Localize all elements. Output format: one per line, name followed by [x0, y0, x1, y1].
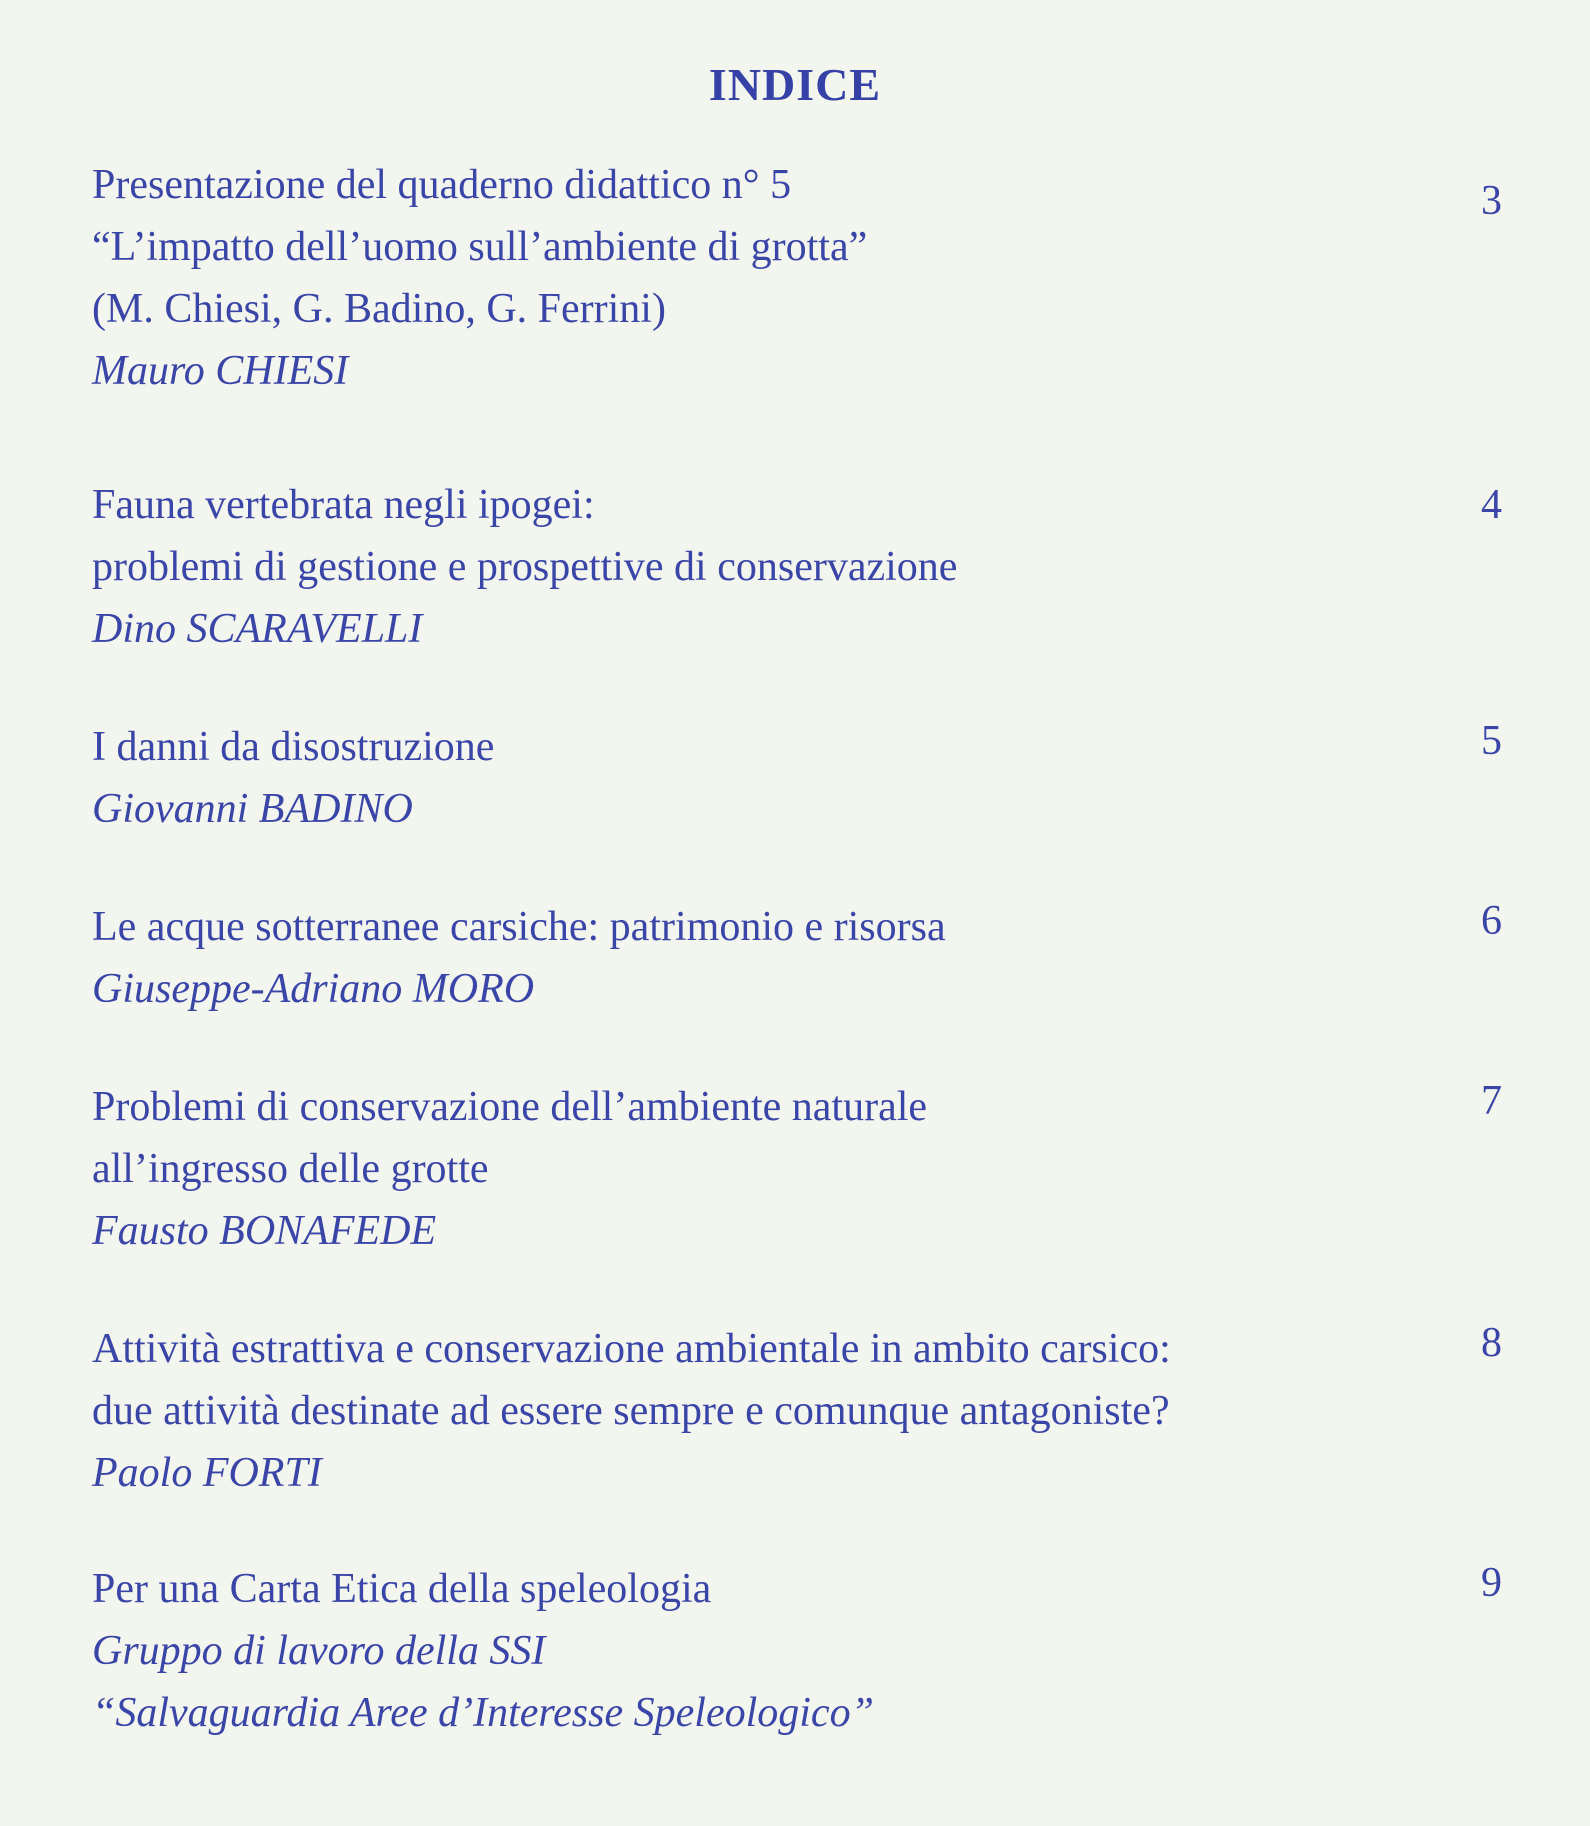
- toc-entry-3: [92, 716, 1502, 840]
- entry-author: Giovanni BADINO: [92, 786, 413, 832]
- entry-author: Dino SCARAVELLI: [92, 606, 423, 652]
- page-title: INDICE: [708, 59, 882, 110]
- entry-author: Gruppo di lavoro della SSI: [92, 1628, 546, 1674]
- entry-title-line: Le acque sotterranee carsiche: patrimonio e risorsa: [92, 904, 946, 950]
- page-number-2: 4: [1481, 482, 1502, 528]
- entry-author: Giuseppe-Adriano MORO: [92, 966, 535, 1012]
- page-number-1: 3: [1481, 178, 1502, 224]
- entry-title-line: (M. Chiesi, G. Badino, G. Ferrini): [92, 286, 666, 332]
- page-number-4: 6: [1481, 898, 1502, 944]
- entry-title-line: Per una Carta Etica della speleologia: [92, 1566, 712, 1612]
- page-number-6: 8: [1481, 1320, 1502, 1366]
- entry-author: “Salvaguardia Aree d’Interesse Speleologico”: [92, 1690, 874, 1736]
- page-number-5: 7: [1481, 1078, 1502, 1124]
- toc-entry-2: [92, 474, 1502, 660]
- toc-entry-5: [92, 1076, 1502, 1262]
- toc-entry-4: [92, 896, 1502, 1020]
- entry-title-line: Attività estrattiva e conservazione ambientale in ambito carsico:: [92, 1326, 1171, 1372]
- entry-author: Mauro CHIESI: [92, 348, 349, 394]
- page-number-7: 9: [1481, 1560, 1502, 1606]
- toc-entry-1: [92, 154, 1502, 402]
- toc-entry-6: [92, 1318, 1502, 1504]
- entry-title-line: all’ingresso delle grotte: [92, 1146, 489, 1192]
- entry-title-line: Problemi di conservazione dell’ambiente naturale: [92, 1084, 928, 1130]
- entry-title-line: Fauna vertebrata negli ipogei:: [92, 482, 595, 528]
- toc-entry-7: [92, 1558, 1502, 1744]
- page-number-3: 5: [1481, 718, 1502, 764]
- entry-title-line: problemi di gestione e prospettive di conservazione: [92, 544, 958, 590]
- entry-author: Paolo FORTI: [92, 1450, 322, 1496]
- entry-author: Fausto BONAFEDE: [92, 1208, 437, 1254]
- entry-title-line: Presentazione del quaderno didattico n° 5: [92, 162, 792, 208]
- entry-title-line: I danni da disostruzione: [92, 724, 495, 770]
- entry-title-line: “L’impatto dell’uomo sull’ambiente di grotta”: [92, 224, 868, 270]
- entry-title-line: due attività destinate ad essere sempre e comunque antagoniste?: [92, 1388, 1170, 1434]
